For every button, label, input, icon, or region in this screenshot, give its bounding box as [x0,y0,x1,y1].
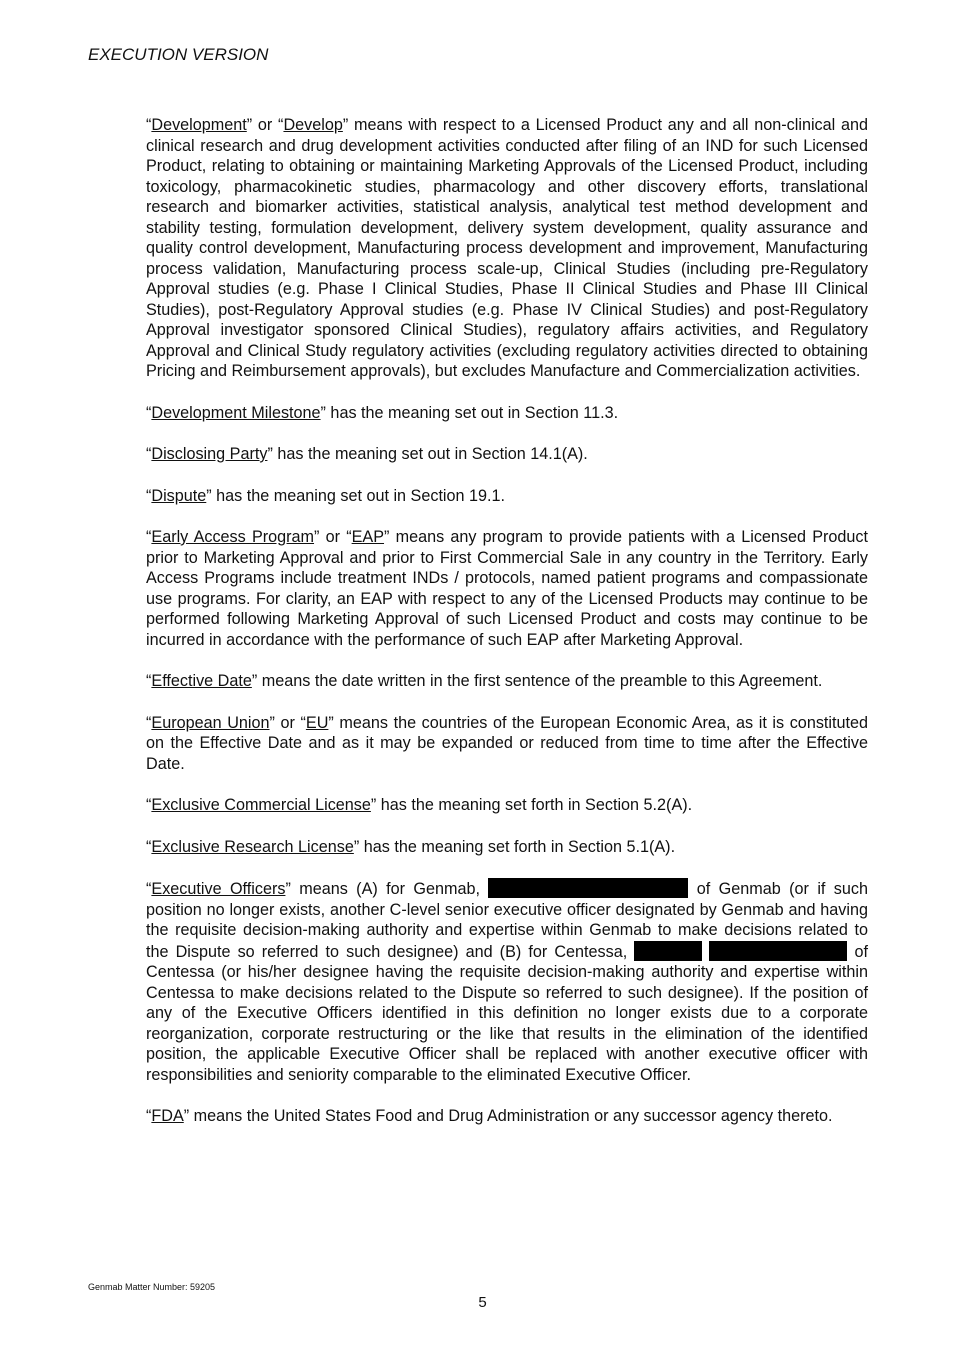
definition-exclusive-commercial-license: “Exclusive Commercial License” has the meaning set forth in Section 5.2(A). [146,796,693,814]
definition-disclosing-party: “Disclosing Party” has the meaning set out in Section 14.1(A). [146,445,588,463]
matter-number: Genmab Matter Number: 59205 [88,1282,216,1292]
definitions-body [146,115,868,1148]
redaction-block [709,941,847,961]
definition-development: “Development” or “Develop” means with respect to a Licensed Product any and all non-clinical and clinical research and drug development activities conducted after filing of an IND for such Licensed Product, relating to obtaining or maintaining Marketing Approvals of the Licensed Product, including toxicology, pharmacokinetic studies, pharmacology and other discovery efforts, translational research and biomarker activities, statistical analysis, analytical test method development and stability testing, formulation development, delivery system development, quality assurance and quality control development, Manufacturing process development and improvement, Manufacturing process validation, Manufacturing process scale-up, Clinical Studies (including pre-Regulatory Approval studies (e.g. Phase I Clinical Studies, Phase II Clinical Studies and Phase III Clinical Studies), post-Regulatory Approval studies (e.g. Phase IV Clinical Studies) and post-Regulatory Approval investigator sponsored Clinical Studies), regulatory affairs activities, and Regulatory Approval and Clinical Study regulatory activities (excluding regulatory activities directed to obtaining Pricing and Reimbursement approvals), but excludes Manufacture and Commercialization activities. [146,116,868,380]
defined-term: Development [151,116,247,134]
definition-effective-date: “Effective Date” means the date written in the first sentence of the preamble to this Agreement. [146,672,823,690]
defined-term: FDA [151,1107,184,1125]
defined-term: Develop [283,116,343,134]
document-header: EXECUTION VERSION [88,45,269,64]
defined-term: Exclusive Research License [151,837,354,856]
definition-fda: “FDA” means the United States Food and Drug Administration or any successor agency thereto. [146,1107,833,1125]
defined-term: Exclusive Commercial License [151,796,371,814]
page-number: 5 [478,1294,487,1311]
definition-text: ” means with respect to a Licensed Product any and all non-clinical and clinical research and drug development activities conducted after filing of an IND for such Licensed Product, relating to obtaining or maintaining Marketing Approvals of the Licensed Product, including toxicology, pharmacokinetic studies, pharmacology and other discovery efforts, translational research and biomarker activities, statistical analysis, analytical test method development and stability testing, formulation development, delivery system development, quality assurance and quality control development, Manufacturing process development and improvement, Manufacturing process validation, Manufacturing process scale-up, Clinical Studies (including pre-Regulatory Approval studies (e.g. Phase I Clinical Studies, Phase II Clinical Studies and Phase III Clinical Studies), post-Regulatory Approval studies (e.g. Phase IV Clinical Studies) and post-Regulatory Approval investigator sponsored Clinical Studies), regulatory affairs activities, and Regulatory Approval and Clinical Study regulatory activities (excluding regulatory activities directed to obtaining Pricing and Reimbursement approvals), but excludes Manufacture and Commercialization activities. [146,116,868,380]
defined-term: Executive Officers [151,880,286,898]
definition-text: ” has the meaning set out in Section 19.1. [206,486,506,505]
defined-term: Development Milestone [151,403,321,422]
definition-text: ” means the date written in the first sentence of the preamble to this Agreement. [251,672,823,690]
definition-executive-officers: “Executive Officers” means (A) for Genmab, of Genmab (or if such position no longer exists, another C-level senior executive officer designated by Genmab and having the requisite decision-making authority and expertise within Genmab to make decisions related to the Dispute so referred to such designee) and (B) for Centessa, of Centessa (or his/her designee having the requisite decision-making authority and expertise within Centessa to make decisions related to the Dispute so referred to such designee). If the position of any of the Executive Officers identified in this definition no longer exists due to a corporate reorganization, corporate restructuring or the like that results in the elimination of the identified position, the applicable Executive Officer shall be replaced with another executive officer with responsibilities and seniority comparable to the eliminated Executive Officer. [146,880,868,1084]
defined-term: EU [305,713,329,732]
definition-text: ” has the meaning set forth in Section 5.1(A). [353,837,676,856]
definition-text: ” means the United States Food and Drug Administration or any successor agency thereto. [183,1107,833,1125]
definition-exclusive-research-license: “Exclusive Research License” has the meaning set forth in Section 5.1(A). [146,837,676,856]
defined-term: Disclosing Party [151,445,268,463]
definition-european-union: “European Union” or “EU” means the countries of the European Economic Area, as it is constituted on the Effective Date and as it may be expanded or reduced from time to time after the Effective Date. [146,713,869,773]
redaction-block [634,941,702,961]
defined-term: Effective Date [151,672,252,690]
defined-term: EAP [351,528,385,546]
definition-text: ” has the meaning set forth in Section 5.2(A). [370,796,693,814]
definition-text: ” has the meaning set out in Section 14.1(A). [267,445,588,463]
defined-term: Early Access Program [151,528,315,546]
definition-development-milestone: “Development Milestone” has the meaning set out in Section 11.3. [146,403,619,422]
defined-term: European Union [151,713,270,732]
definition-text: ” means the countries of the European Economic Area, as it is constituted on the Effective Date and as it may be expanded or reduced from time to time after the Effective Date. [146,713,869,773]
definition-dispute: “Dispute” has the meaning set out in Section 19.1. [146,486,506,505]
definition-text: ” has the meaning set out in Section 11.3. [320,403,619,422]
definition-text: ” means any program to provide patients with a Licensed Product prior to Marketing Approval and prior to First Commercial Sale in any country in the Territory. Early Access Programs include treatment INDs / protocols, named patient programs and compassionate use programs. For clarity, an EAP with respect to any of the Licensed Products may continue to be performed following Marketing Approval of such Licensed Product and costs may continue to be incurred in accordance with the performance of such EAP after Marketing Approval. [146,528,869,649]
redaction-block [488,878,688,898]
defined-term: Dispute [151,486,207,505]
definition-early-access-program: “Early Access Program” or “EAP” means any program to provide patients with a Licensed Product prior to Marketing Approval and prior to First Commercial Sale in any country in the Territory. Early Access Programs include treatment INDs / protocols, named patient programs and compassionate use programs. For clarity, an EAP with respect to any of the Licensed Products may continue to be performed following Marketing Approval of such Licensed Product and costs may continue to be incurred in accordance with the performance of such EAP after Marketing Approval. [146,528,869,649]
